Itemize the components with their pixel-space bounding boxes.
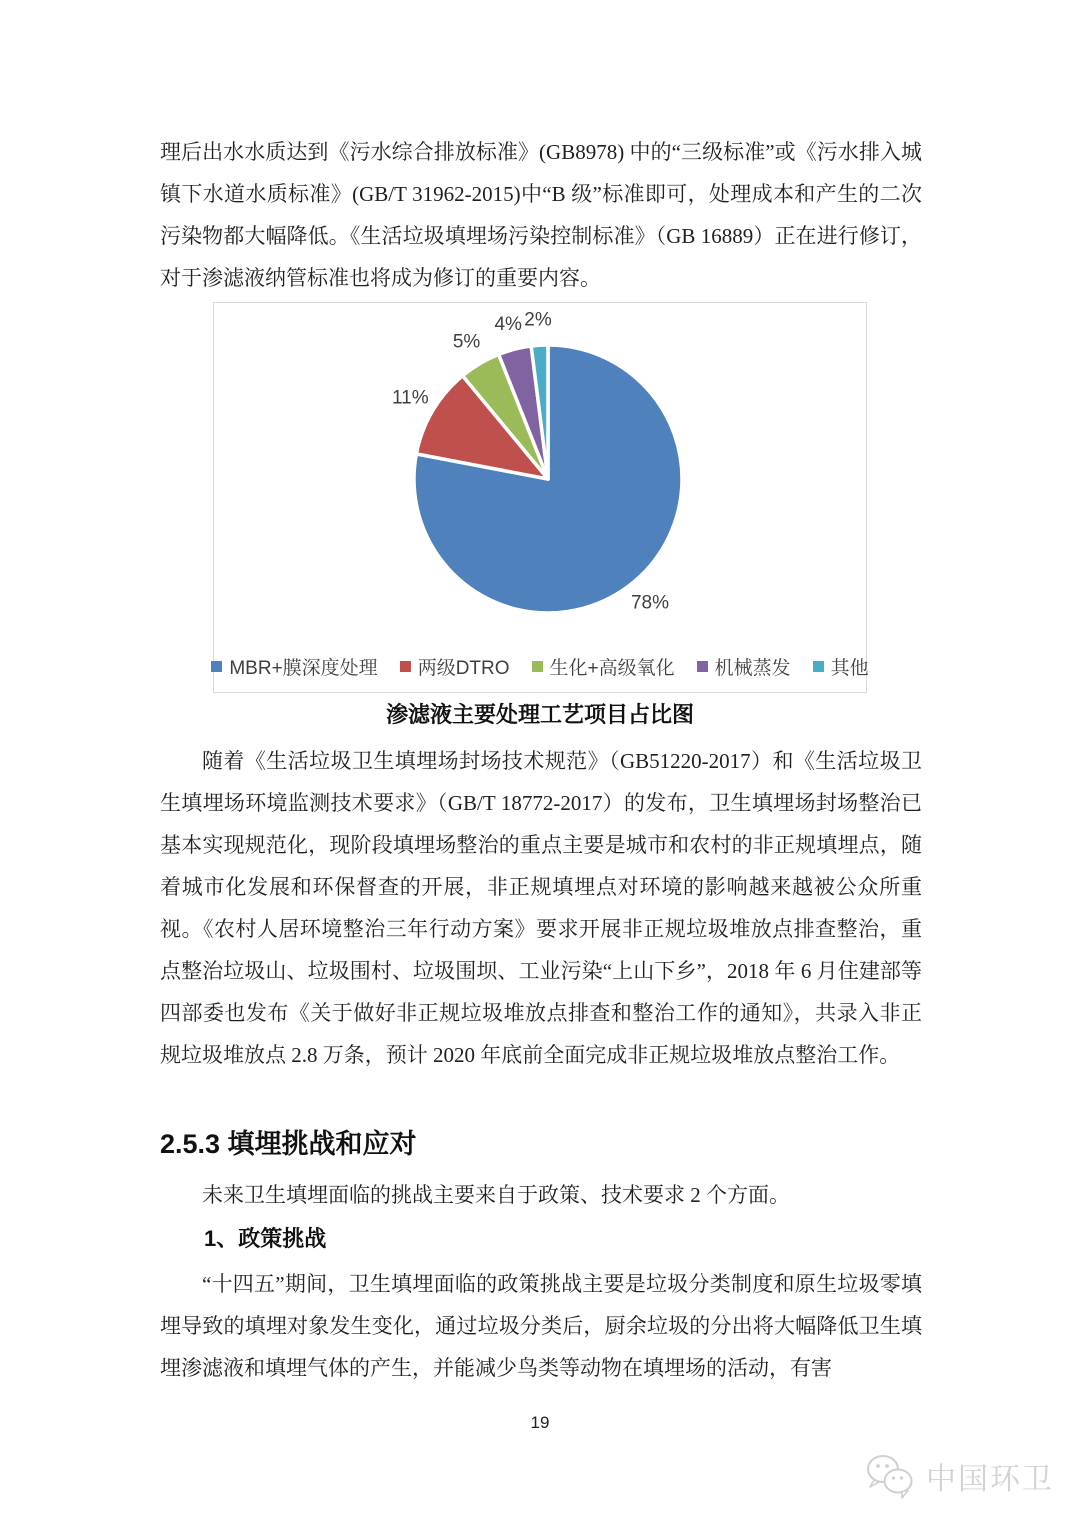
chart-caption: 渗滤液主要处理工艺项目占比图 [385, 702, 694, 727]
pie-label-5: 2% [524, 309, 552, 331]
legend-item-2 [400, 653, 510, 680]
legend-item-4 [697, 653, 791, 680]
legend-swatch-icon [532, 661, 543, 672]
legend-label: 其他 [830, 658, 869, 679]
legend-swatch-icon [697, 661, 708, 672]
legend-label: 生化+高级氧化 [549, 658, 675, 679]
pie-label-4: 4% [494, 314, 522, 335]
legend-item-1 [211, 653, 377, 680]
legend-label: 两级DTRO [417, 658, 510, 679]
paragraph-closure-regulation: 随着《生活垃圾卫生填埋场封场技术规范》（GB51220-2017）和《生活垃圾卫生填埋场环境监测技术要求》（GB/T 18772-2017）的发布，卫生填埋场封场整治已基本实现规范化，现阶段填埋场整治的重点主要是城市和农村的非正规填埋点，随着城市化发展和环保督查的开展，非正规填埋点对环境的影响越来越被公众所重视。《农村人居环境整治三年行动方案》要求开展非正规垃圾堆放点排查整治，重点整治垃圾山、垃圾围村、垃圾围坝、工业污染“上山下乡”，2018 年 6 月住建部等四部委也发布《关于做好非正规垃圾堆放点排查和整治工作的通知》，共录入非正规垃圾堆放点 2.8 万条，预计 2020 年底前全面完成非正规垃圾堆放点整治工作。 [160, 749, 922, 1067]
watermark-text: 中国环卫 [926, 1463, 1054, 1496]
legend-swatch-icon [813, 661, 824, 672]
page-number: 19 [530, 1413, 550, 1432]
section-heading-2-5-3: 2.5.3 填埋挑战和应对 [160, 1129, 417, 1159]
legend-swatch-icon [400, 661, 411, 672]
legend-label: 机械蒸发 [714, 658, 791, 679]
paragraph-policy-challenge-body: “十四五”期间，卫生填埋面临的政策挑战主要是垃圾分类制度和原生垃圾零填埋导致的填埋对象发生变化，通过垃圾分类后，厨余垃圾的分出将大幅降低卫生填埋渗滤液和填埋气体的产生，并能减少鸟类等动物在填埋场的活动，有害 [160, 1272, 922, 1380]
legend-item-3 [532, 653, 675, 680]
legend-item-5 [813, 653, 869, 680]
paragraph-leachate-standards: 理后出水水质达到《污水综合排放标准》(GB8978) 中的“三级标准”或《污水排入城镇下水道水质标准》(GB/T 31962-2015)中“B 级”标准即可，处理成本和产生的二次污染物都大幅降低。《生活垃圾填埋场污染控制标准》（GB 16889）正在进行修订，对于渗滤液纳管标准也将成为修订的重要内容。 [160, 140, 922, 290]
legend-label: MBR+膜深度处理 [229, 658, 378, 679]
pie-chart [214, 303, 866, 692]
pie-label-2: 11% [391, 387, 429, 409]
legend-swatch-icon [211, 661, 222, 672]
pie-label-3: 5% [452, 331, 481, 353]
watermark [862, 1452, 1054, 1500]
pie-chart-figure [213, 302, 867, 693]
chart-legend [214, 653, 869, 680]
paragraph-challenges-intro: 未来卫生填埋面临的挑战主要来自于政策、技术要求 2 个方面。 [202, 1183, 790, 1207]
wechat-icon [862, 1452, 918, 1500]
sub-heading-policy-challenge: 1、政策挑战 [204, 1226, 327, 1251]
pie-label-1: 78% [630, 592, 670, 614]
